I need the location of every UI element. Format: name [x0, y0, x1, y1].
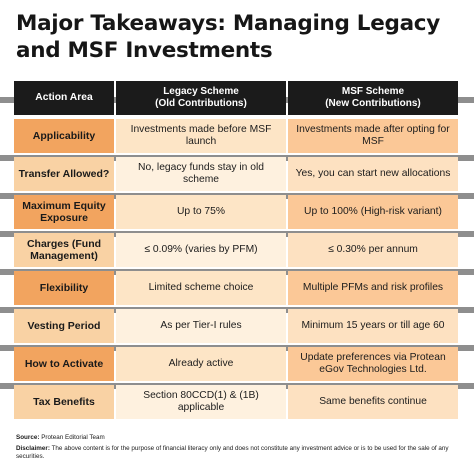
source-label: Source: [16, 434, 40, 441]
comparison-table [14, 81, 458, 419]
row-legacy-value: As per Tier-I rules [116, 309, 286, 343]
disclaimer-text: The above content is for the purpose of financial literacy only and does not constitute any investment advice or is to be used for the sale of any securities. [16, 445, 449, 460]
table-row [14, 309, 458, 343]
row-area-label: How to Activate [14, 347, 114, 381]
table-row [14, 119, 458, 153]
row-msf-value: Multiple PFMs and risk profiles [288, 271, 458, 305]
table-row [14, 157, 458, 191]
header-msf-title: MSF Scheme [341, 86, 405, 97]
row-msf-value: Minimum 15 years or till age 60 [288, 309, 458, 343]
header-legacy-title: Legacy Scheme [163, 86, 239, 97]
table-row [14, 195, 458, 229]
table-row [14, 271, 458, 305]
row-legacy-value: Up to 75% [116, 195, 286, 229]
row-legacy-value: Already active [116, 347, 286, 381]
header-action-area: Action Area [14, 81, 114, 115]
row-msf-value: Same benefits continue [288, 385, 458, 419]
header-msf-scheme [288, 81, 458, 115]
row-area-label: Charges (Fund Management) [14, 233, 114, 267]
table-header-row [14, 81, 458, 115]
row-msf-value: Yes, you can start new allocations [288, 157, 458, 191]
row-area-label: Transfer Allowed? [14, 157, 114, 191]
disclaimer-note [16, 445, 462, 460]
row-legacy-value: Investments made before MSF launch [116, 119, 286, 153]
row-area-label: Flexibility [14, 271, 114, 305]
row-legacy-value: No, legacy funds stay in old scheme [116, 157, 286, 191]
title-line-1: Major Takeaways: Managing Legacy [16, 11, 440, 36]
table-row [14, 233, 458, 267]
row-area-label: Tax Benefits [14, 385, 114, 419]
table-row [14, 347, 458, 381]
page-title [16, 10, 456, 64]
row-msf-value: Up to 100% (High-risk variant) [288, 195, 458, 229]
row-legacy-value: ≤ 0.09% (varies by PFM) [116, 233, 286, 267]
row-legacy-value: Section 80CCD(1) & (1B) applicable [116, 385, 286, 419]
row-legacy-value: Limited scheme choice [116, 271, 286, 305]
row-area-label: Maximum Equity Exposure [14, 195, 114, 229]
row-msf-value: Update preferences via Protean eGov Technologies Ltd. [288, 347, 458, 381]
source-note [16, 434, 462, 442]
title-line-2: and MSF Investments [16, 38, 273, 63]
header-legacy-subtitle: (Old Contributions) [155, 98, 247, 109]
row-msf-value: ≤ 0.30% per annum [288, 233, 458, 267]
header-msf-subtitle: (New Contributions) [325, 98, 421, 109]
source-text: Protean Editorial Team [39, 434, 105, 441]
table-row [14, 385, 458, 419]
header-legacy-scheme [116, 81, 286, 115]
disclaimer-label: Disclaimer: [16, 445, 50, 452]
row-area-label: Applicability [14, 119, 114, 153]
row-msf-value: Investments made after opting for MSF [288, 119, 458, 153]
row-area-label: Vesting Period [14, 309, 114, 343]
